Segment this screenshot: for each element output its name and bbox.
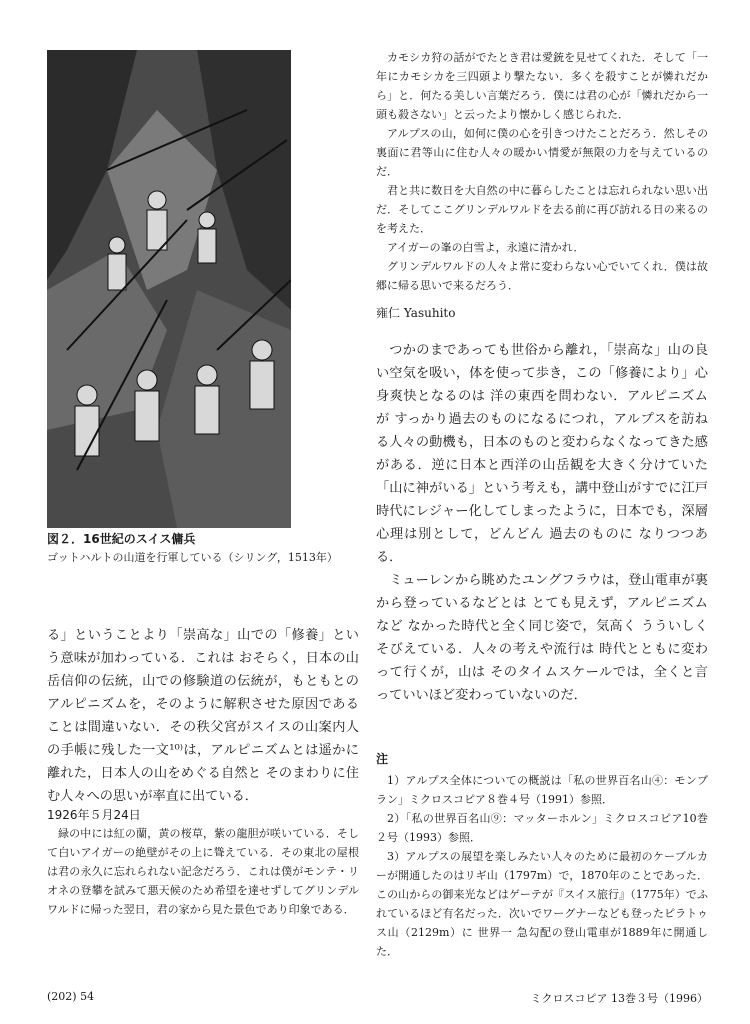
body-paragraph: つかのまであっても世俗から離れ，「崇高な」山の良い空気を吸い，体を使って歩き，この「修養により」心身爽快となるのは 洋の東西を問わない．アルピニズムが すっかり過去のものになるにつれ，アルプスを訪ねる人々の動機も，日本のものと変わらなくなってきた感がある．逆に日本と西洋の山岳観を大きく分けていた「山に神がいる」という考えも，講中登山がすでに江戸時代にレジャー化してしまったように，日本でも，深層心理は別として，どんどん 過去のものに なりつつある．	[376, 343, 708, 565]
body-paragraph: ミューレンから眺めたユングフラウは，登山電車が裏から登っているなどとは とても見えず，アルピニズムなど なかった時代と全く同じ姿で，気高く うういしく そびえている．人々の考えや流行は 時代とともに変わって行くが，山は そのタイムスケールでは，全くと言っていいほど変わっていないのだ．	[376, 573, 708, 703]
figure-caption	[47, 531, 347, 567]
letter-signature: 雍仁 Yasuhito	[376, 306, 456, 320]
note-item: 3）アルプスの展望を楽しみたい人々のために最初のケーブルカーが開通したのはリギ山（1797m）で，1870年のことであった．この山からの御来光などはゲーテが『スイス旅行』（1775年）でふれているほど有名だった．次いでワーグナーなども登ったピラトゥス山（2129m）に 世界一 急勾配の登山電車が1889年に開通した．	[376, 850, 708, 958]
letter-continuation	[376, 48, 708, 295]
left-body-text	[47, 624, 359, 808]
letter-paragraph: アルプスの山，如何に僕の心を引きつけたことだろう．然しその裏面に君等山に住む人々の暖かい情愛が無限の力を与えているのだ．	[376, 127, 708, 178]
notes-heading: 注	[376, 752, 389, 766]
letter-paragraph: カモシカ狩の話がでたとき君は愛銃を見せてくれた．そして「一年にカモシカを三四頭より撃たない．多くを殺すことが憐れだから」と．何たる美しい言葉だろう．僕には君の心が「憐れだから一頭も殺さない」と云ったより懐かしく感じられた．	[376, 51, 708, 121]
right-body-text	[376, 339, 708, 707]
figure-caption-text: ゴットハルトの山道を行軍している（シリング，1513年）	[47, 551, 338, 564]
letter-paragraph: 君と共に数日を大自然の中に暮らしたことは忘れられない思い出だ．そしてここグリンデルワルドを去る前に再び訪れる日の来るのを考えた．	[376, 184, 708, 235]
note-item: 1）アルプス全体についての概説は「私の世界百名山④：モンブラン」ミクロスコピア８巻４号（1991）参照．	[376, 774, 708, 806]
note-item: 2）「私の世界百名山⑨：マッターホルン」ミクロスコピア10巻２号（1993）参照．	[376, 812, 708, 844]
journal-citation: ミクロスコピア 13巻３号（1996）	[530, 992, 708, 1005]
figure-image-swiss-mercenaries	[47, 50, 291, 528]
diary-date: 1926年５月24日	[47, 808, 141, 822]
letter-paragraph: アイガーの峯の白雪よ，永遠に清かれ．	[387, 241, 585, 254]
page-number: (202) 54	[47, 990, 95, 1003]
notes-section	[376, 750, 708, 961]
engraving-illustration	[47, 50, 291, 528]
left-paragraph: る」ということより「崇高な」山での「修養」という意味が加わっている．これは おそらく，日本の山岳信仰の伝統，山での修験道の伝統が，もともとのアルピニズムを，そのように解釈させた原因であることは間違いない．その秩父宮がスイスの山案内人の手帳に残した一文¹⁰⁾は，アルピニズムとは遥かに離れた，日本人の山をめぐる自然と そのまわりに住む人々への思いが率直に出ている．	[47, 628, 359, 804]
diary-excerpt	[47, 806, 359, 919]
letter-paragraph: グリンデルワルドの人々よ常に変わらない心でいてくれ．僕は故郷に帰る思いで来るだろう．	[376, 260, 708, 292]
diary-text: 緑の中には紅の蘭，黄の桜草，紫の龍胆が咲いている．そして白いアイガーの絶壁がその上に聳えている．その東北の屋根は君の永久に忘れられない記念だろう．これは僕がモンテ・リオネの登攀を試みて悪天候のため希望を達せずしてグリンデルワルドに帰った翌日，君の家から見た景色であり印象である．	[47, 827, 359, 916]
figure-title: 図２．16世紀のスイス傭兵	[47, 532, 196, 546]
